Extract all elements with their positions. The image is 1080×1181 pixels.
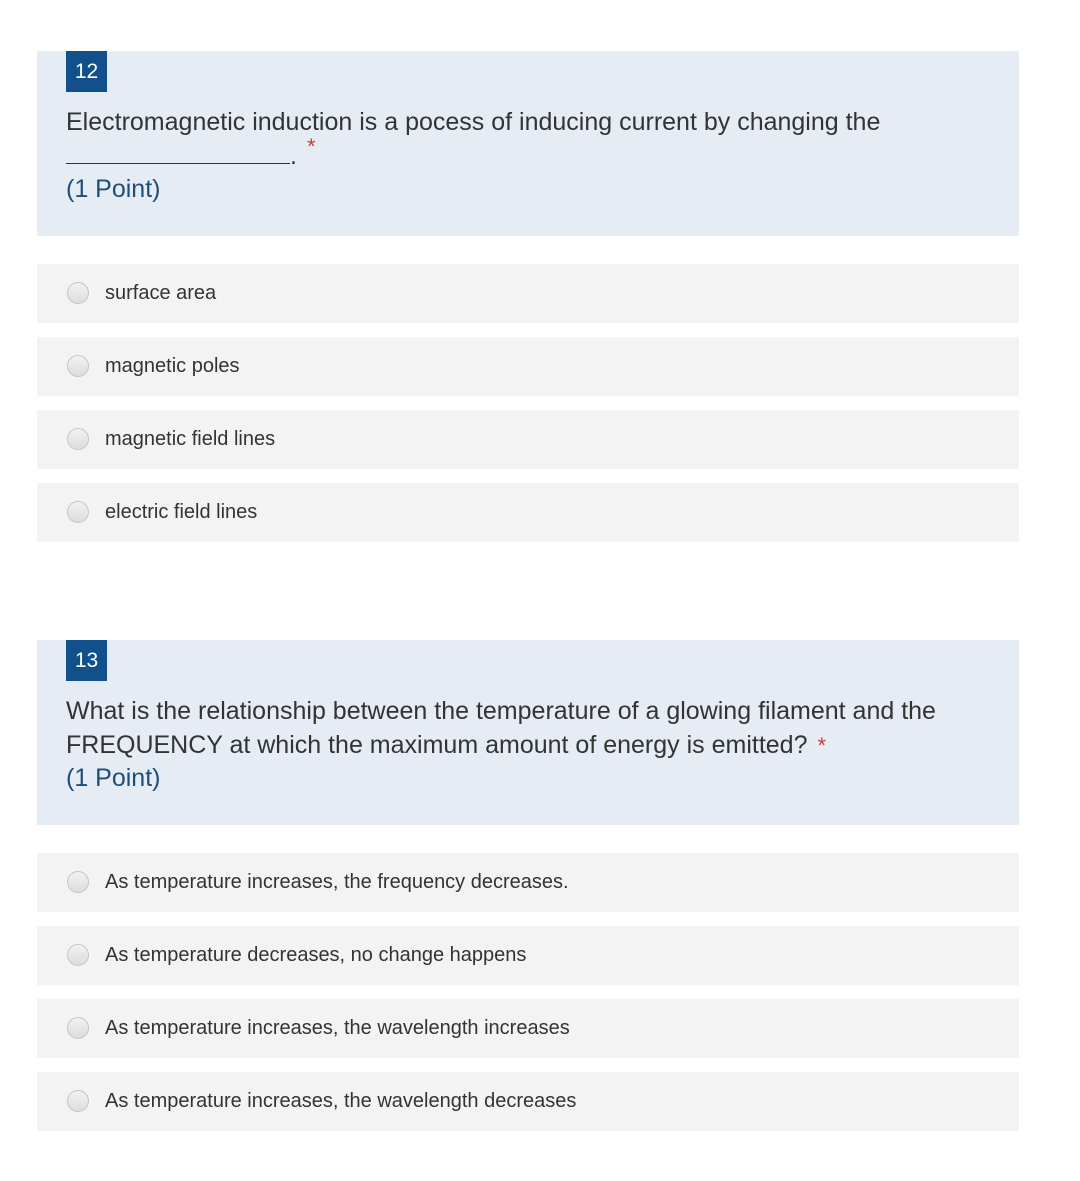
question-number-badge: 13 [66, 640, 107, 681]
option-wavelength-decreases[interactable] [37, 1072, 1019, 1131]
blank-suffix: . [290, 142, 297, 170]
option-label: As temperature decreases, no change happens [105, 944, 527, 966]
radio-unchecked-icon[interactable] [67, 944, 89, 966]
option-label: electric field lines [105, 501, 258, 523]
option-frequency-decreases[interactable] [37, 853, 1019, 912]
option-label: surface area [105, 282, 217, 304]
question-text [66, 105, 996, 174]
option-label: As temperature increases, the wavelength increases [105, 1017, 570, 1039]
question-number-badge: 12 [66, 51, 107, 92]
question-header [37, 51, 1019, 236]
question-13 [37, 640, 1019, 1112]
option-label: magnetic poles [105, 355, 240, 377]
option-no-change[interactable] [37, 926, 1019, 985]
question-text-content: What is the relationship between the temperature of a glowing filament and the FREQUENCY at which the maximum amount of energy is emitted? [66, 697, 936, 759]
radio-unchecked-icon[interactable] [67, 871, 89, 893]
radio-unchecked-icon[interactable] [67, 428, 89, 450]
radio-unchecked-icon[interactable] [67, 1090, 89, 1112]
radio-unchecked-icon[interactable] [67, 501, 89, 523]
option-magnetic-poles[interactable] [37, 337, 1019, 396]
question-text [66, 694, 996, 763]
required-star: * [306, 134, 316, 159]
option-label: As temperature increases, the frequency decreases. [105, 871, 569, 893]
option-label: magnetic field lines [105, 428, 276, 450]
option-surface-area[interactable] [37, 264, 1019, 323]
radio-unchecked-icon[interactable] [67, 282, 89, 304]
question-header [37, 640, 1019, 825]
question-points: (1 Point) [66, 175, 161, 203]
question-points: (1 Point) [66, 764, 161, 792]
option-wavelength-increases[interactable] [37, 999, 1019, 1058]
option-electric-field-lines[interactable] [37, 483, 1019, 542]
radio-unchecked-icon[interactable] [67, 1017, 89, 1039]
radio-unchecked-icon[interactable] [67, 355, 89, 377]
required-star: * [817, 733, 827, 758]
option-label: As temperature increases, the wavelength decreases [105, 1090, 577, 1112]
question-text-content: Electromagnetic induction is a pocess of inducing current by changing the [66, 108, 881, 136]
option-magnetic-field-lines[interactable] [37, 410, 1019, 469]
answer-blank-line [66, 141, 290, 164]
question-12 [37, 51, 1019, 523]
